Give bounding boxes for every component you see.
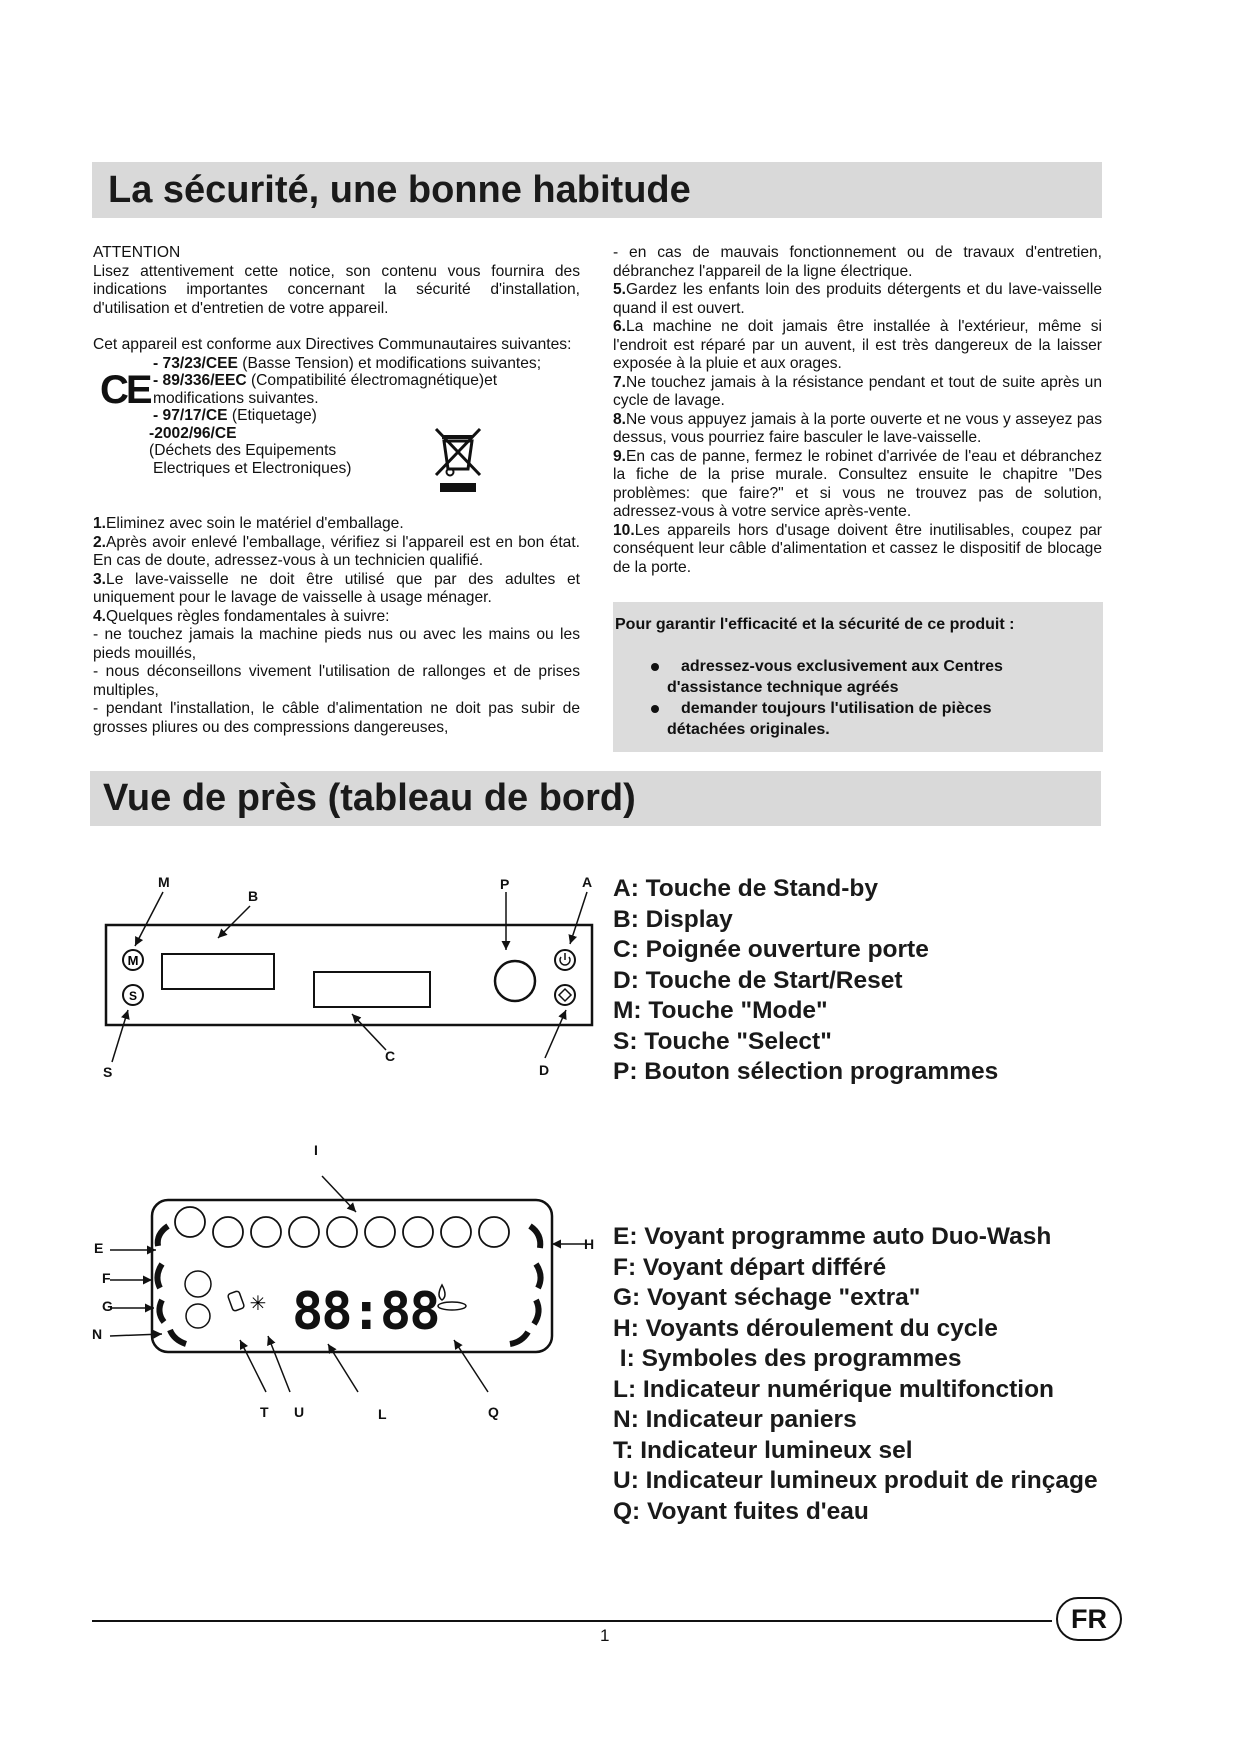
panel-outline <box>106 925 592 1025</box>
list-item: 5.Gardez les enfants loin des produits détergents et du lave-vaisselle quand il est ouvert. <box>613 281 1102 317</box>
legend-item: I: Symboles des programmes <box>613 1345 962 1372</box>
intro-text: Lisez attentivement cette notice, son contenu vous fournira des indications importantes concernant la sécurité d'installation, d'utilisation et d'entretien de votre appareil. <box>93 262 580 317</box>
legend-item: B: Display <box>613 905 733 933</box>
directive-code: -2002/96/CE <box>149 424 237 442</box>
guarantee-title: Pour garantir l'efficacité et la sécurité de ce produit : <box>615 616 1015 633</box>
diagram-label: U <box>294 1404 305 1420</box>
guarantee-bullet: adressez-vous exclusivement aux Centres <box>651 656 1091 677</box>
diagram-label: Q <box>488 1404 499 1420</box>
legend-item: D: Touche de Start/Reset <box>613 966 903 994</box>
attention-heading: ATTENTION <box>93 244 181 261</box>
left-column <box>93 244 580 737</box>
legend-item: L: Indicateur numérique multifonction <box>613 1375 1054 1403</box>
diagram-label: G <box>102 1298 113 1314</box>
directive-text: (Basse Tension) et modifications suivantes; <box>237 354 542 372</box>
directive-text: (Compatibilité électromagnétique)et <box>246 372 498 389</box>
rule-item: - nous déconseillons vivement l'utilisation de rallonges et de prises multiples, <box>93 663 580 699</box>
guarantee-bullet: demander toujours l'utilisation de pièces <box>651 698 1091 719</box>
control-panel-diagram <box>90 870 610 1090</box>
rule-item: - pendant l'installation, le câble d'alimentation ne doit pas subir de grosses pliures ou des compressions dangereuses, <box>93 700 580 736</box>
rule-item: - en cas de mauvais fonctionnement ou de travaux d'entretien, débranchez l'appareil de la ligne électrique. <box>613 244 1102 280</box>
guarantee-box: Pour garantir l'efficacité et la sécurité de ce produit : adressez-vous exclusivement aux Centres d'assistance technique agréés demander toujours l'utilisation de pièces détachées originales. <box>613 602 1103 752</box>
diagram-label: T <box>260 1404 269 1420</box>
diagram-label: D <box>539 1062 550 1078</box>
diagram-label: F <box>102 1270 111 1286</box>
legend-item: C: Poignée ouverture porte <box>613 936 929 963</box>
legend-item: M: Touche "Mode" <box>613 997 828 1024</box>
diagram-label: L <box>378 1406 387 1422</box>
rule-item: - ne touchez jamais la machine pieds nus ou avec les mains ou les pieds mouillés, <box>93 626 580 662</box>
legend-item: S: Touche "Select" <box>613 1027 832 1055</box>
legend-item: Q: Voyant fuites d'eau <box>613 1497 869 1525</box>
diagram-label: C <box>385 1048 396 1064</box>
diagram-label: M <box>158 874 170 890</box>
list-item: 3.Le lave-vaisselle ne doit être utilisé que par des adultes et uniquement pour le lavage de vaisselle à usage ménager. <box>93 570 580 606</box>
diagram-label: E <box>94 1240 104 1256</box>
footer-rule <box>92 1620 1052 1622</box>
legend-item: P: Bouton sélection programmes <box>613 1058 999 1085</box>
diagram-label: P <box>500 876 510 892</box>
list-item: 10.Les appareils hors d'usage doivent être inutilisables, coupez par conséquent leur câble d'alimentation et cassez le dispositif de blocage de la porte. <box>613 521 1102 576</box>
directive-code: - 97/17/CE <box>153 407 228 424</box>
diagram-label: I <box>314 1142 318 1158</box>
right-column <box>613 244 1102 577</box>
legend-item: T: Indicateur lumineux sel <box>613 1436 913 1464</box>
display-panel-diagram <box>90 1130 610 1420</box>
list-item: 9.En cas de panne, fermez le robinet d'arrivée de l'eau et débranchez la fiche de la prise murale. Consultez ensuite le chapitre "Des problèmes: que faire?" et si vous ne trouvez pas de solution, adressez-vous à votre service après-vente. <box>613 447 1102 520</box>
directive-code: - 89/336/EEC <box>153 372 247 389</box>
legend-item: E: Voyant programme auto Duo-Wash <box>613 1223 1052 1250</box>
legend-item: G: Voyant séchage "extra" <box>613 1284 921 1311</box>
display-rect <box>162 954 274 989</box>
svg-text:M: M <box>127 953 139 968</box>
list-item: 7.Ne touchez jamais à la résistance pendant et tout de suite après un cycle de lavage. <box>613 373 1102 409</box>
ce-mark: CE <box>100 368 150 412</box>
legend-item: U: Indicateur lumineux produit de rinçage <box>613 1467 1098 1494</box>
weee-bin-icon <box>430 423 486 495</box>
door-handle-rect <box>314 972 430 1007</box>
rinse-aid-indicator: ✳ <box>249 1291 267 1315</box>
legend-item: F: Voyant départ différé <box>613 1253 887 1281</box>
section-title-panel: Vue de près (tableau de bord) <box>103 777 636 819</box>
directive-text: Electriques et Electroniques) <box>153 459 352 477</box>
svg-text:S: S <box>128 989 138 1003</box>
diagram-label: N <box>92 1326 103 1342</box>
list-item: 1.Eliminez avec soin le matériel d'emballage. <box>93 515 404 532</box>
language-badge: FR <box>1056 1597 1122 1641</box>
list-item: 8.Ne vous appuyez jamais à la porte ouverte et ne vous y asseyez pas dessus, vous pourriez faire basculer le lave-vaisselle. <box>613 410 1102 446</box>
diagram-label: S <box>103 1064 113 1080</box>
display-legend <box>613 1222 1098 1527</box>
diagram-label: B <box>248 888 259 904</box>
list-item: 4.Quelques règles fondamentales à suivre: <box>93 607 390 625</box>
program-knob <box>495 961 535 1001</box>
page-number: 1 <box>600 1626 610 1645</box>
legend-item: N: Indicateur paniers <box>613 1406 857 1433</box>
leak-indicator <box>439 1285 445 1300</box>
legend-item: A: Touche de Stand-by <box>613 875 878 902</box>
panel-legend <box>613 874 998 1088</box>
section-banner-safety <box>92 162 1102 218</box>
directive-text: (Déchets des Equipements <box>149 442 337 459</box>
list-item: 2.Après avoir enlevé l'emballage, vérifiez si l'appareil est en bon état. En cas de doute, adressez-vous à un technicien qualifié. <box>93 533 580 569</box>
legend-item: H: Voyants déroulement du cycle <box>613 1314 998 1342</box>
program-symbol-row <box>175 1207 509 1247</box>
diagram-label: H <box>584 1236 595 1252</box>
diagram-label: A <box>582 874 593 890</box>
digital-display: 88:88 <box>292 1282 439 1342</box>
directive-text: modifications suivantes. <box>153 389 319 407</box>
salt-indicator <box>227 1290 244 1311</box>
bullet-icon <box>651 705 659 713</box>
directives-intro: Cet appareil est conforme aux Directives Communautaires suivantes: <box>93 336 572 353</box>
list-item: 6.La machine ne doit jamais être installée à l'extérieur, même si l'endroit est réparé par un auvent, il est très dangereux de la laisser exposée à la pluie et aux orages. <box>613 318 1102 372</box>
section-title-safety: La sécurité, une bonne habitude <box>108 169 691 211</box>
directive-text: (Etiquetage) <box>227 407 317 424</box>
directive-code: - 73/23/CEE <box>153 354 238 372</box>
bullet-icon <box>651 663 659 671</box>
section-banner-panel <box>90 771 1101 826</box>
